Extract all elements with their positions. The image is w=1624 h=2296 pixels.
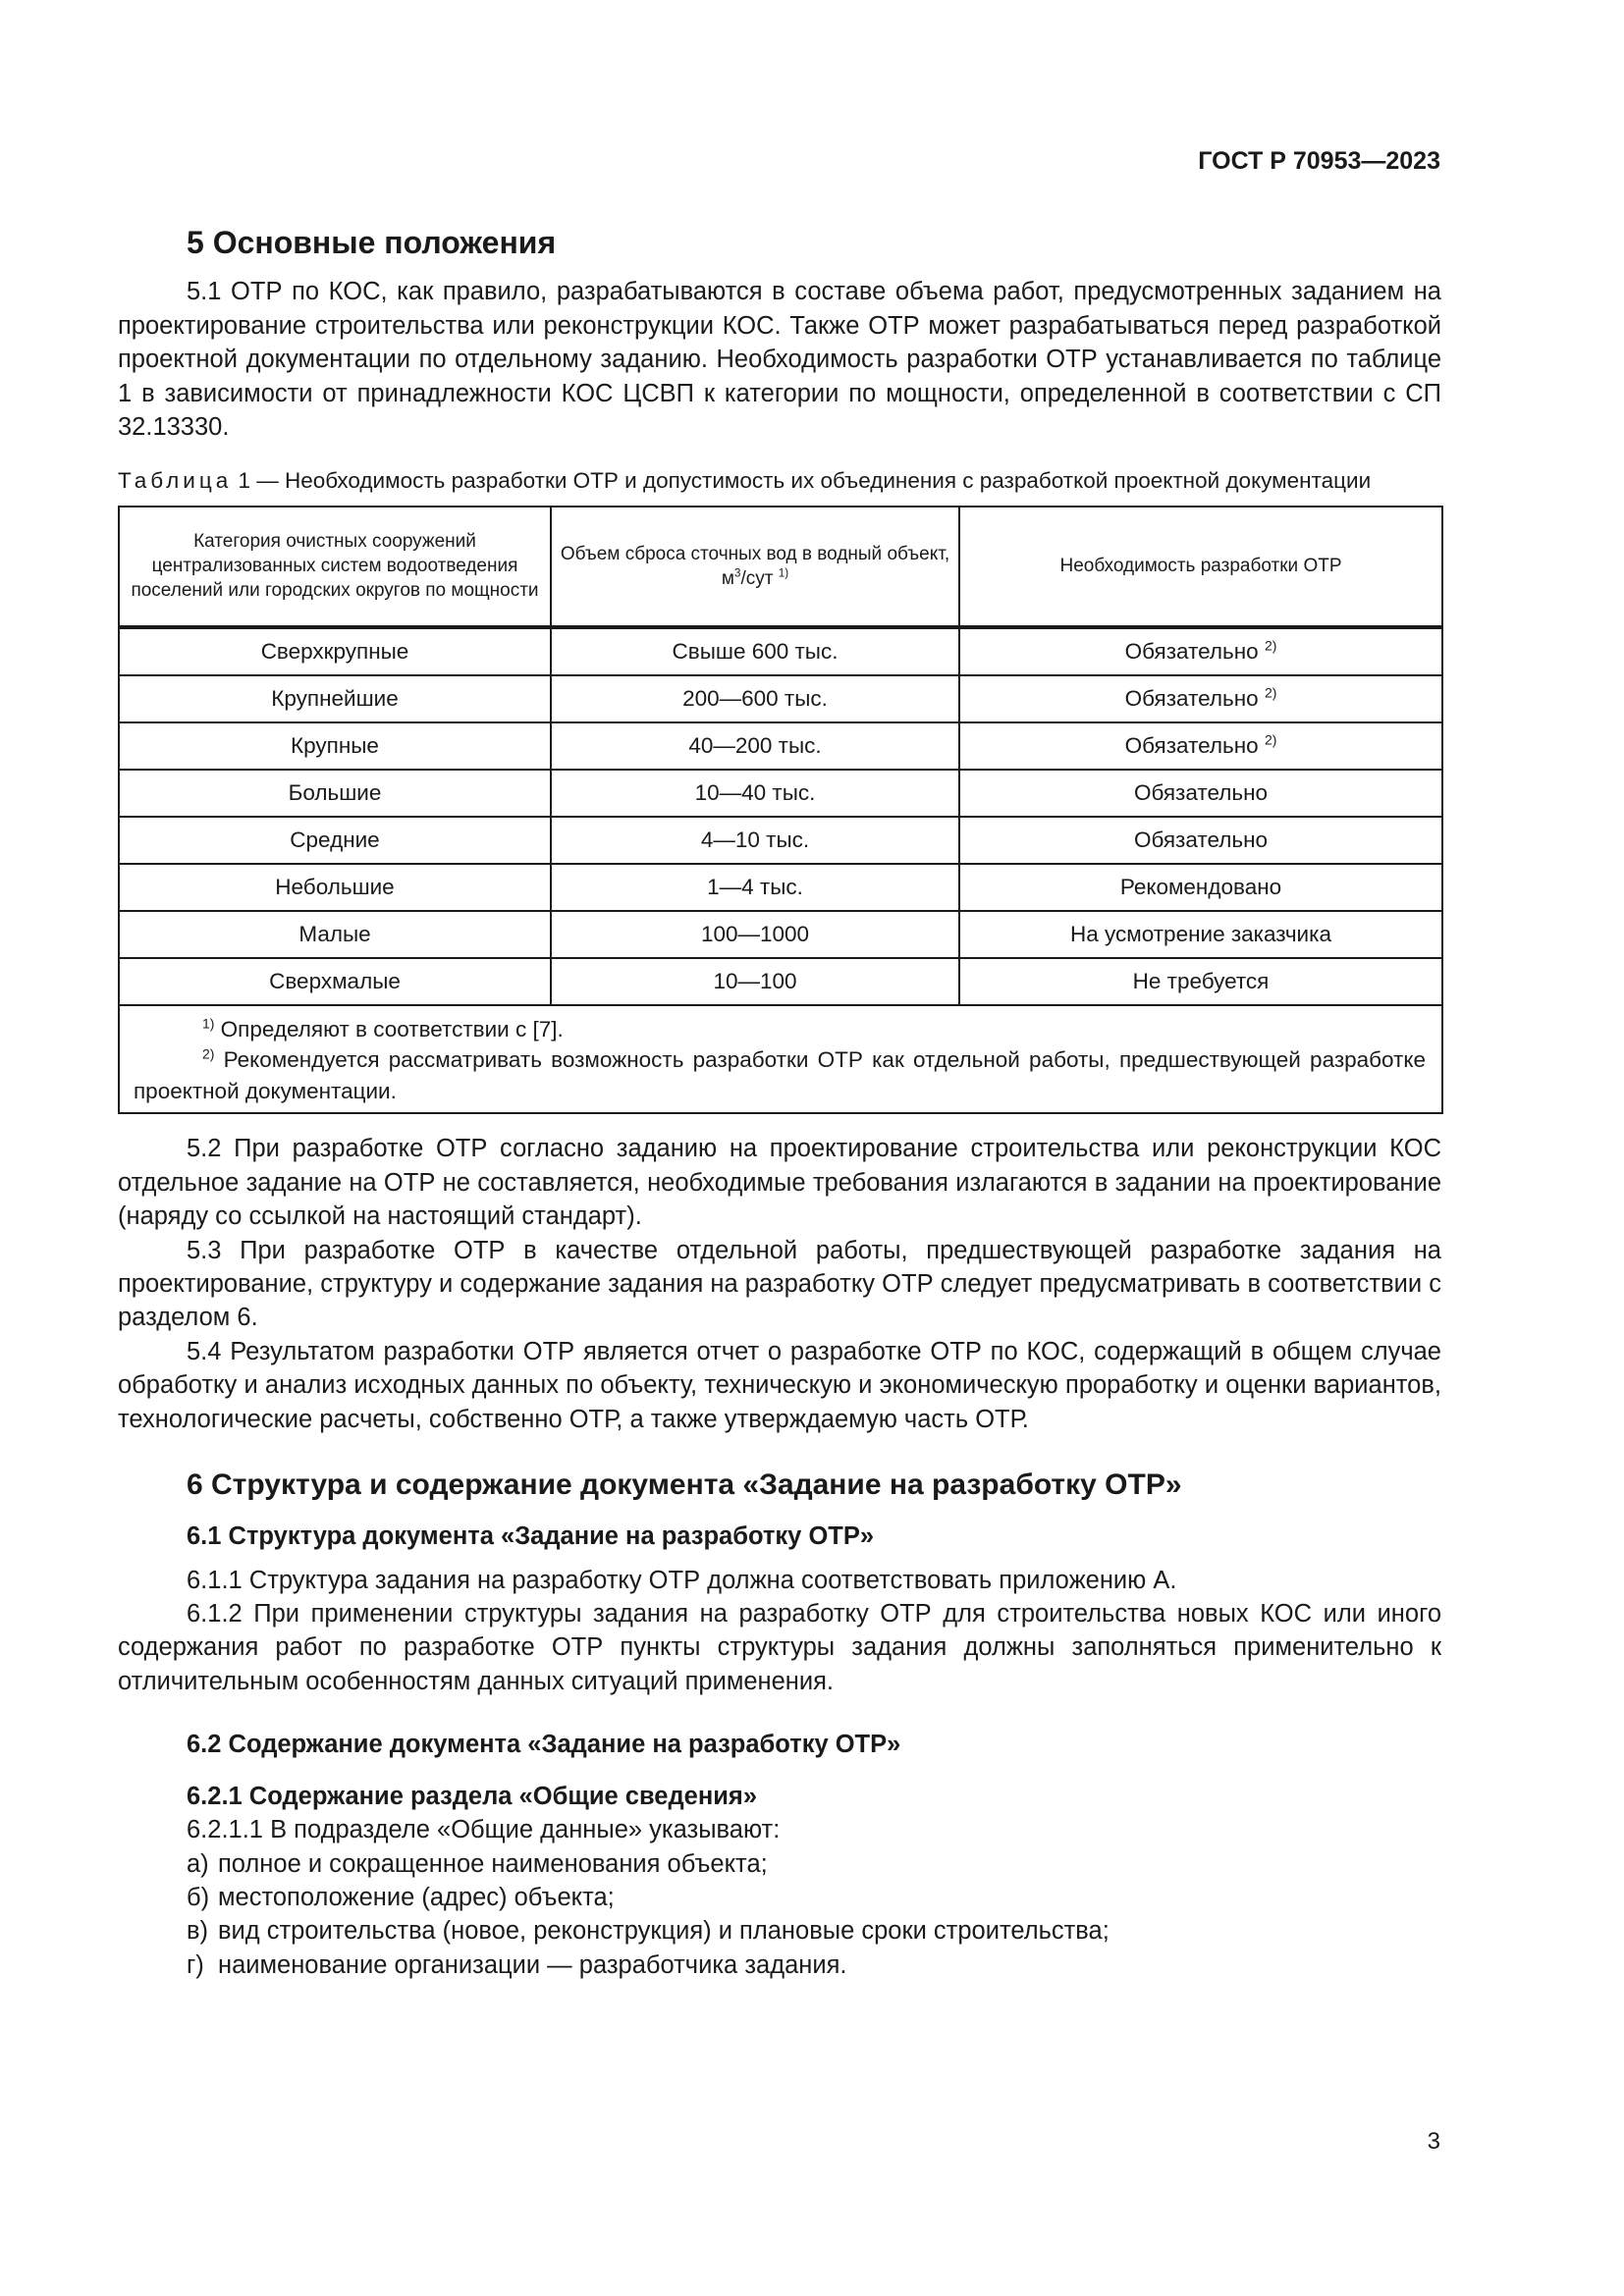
cell-need: Не требуется [959,958,1442,1005]
table-notes-row [119,1005,1442,1114]
cell-category: Средние [119,817,551,864]
paragraph-6-2-1-1: 6.2.1.1 В подразделе «Общие данные» указывают: [187,1816,781,1844]
table-caption-label: Таблица [118,467,233,493]
list-item: в) вид строительства (новое, реконструкция) и плановые сроки строительства; [187,1917,1110,1946]
cell-need: Рекомендовано [959,864,1442,911]
paragraph-6-1-2: 6.1.2 При применении структуры задания на разработку ОТР для строительства новых КОС или иного содержания работ по разработке ОТР пункты структуры задания должны заполняться применительно к отличительным особенностям данных ситуаций применения. [118,1600,1441,1695]
footnote-2: $^{2)}$ Рекомендуется рассматривать возможность разработки ОТР как отдельной работы, предшествующей разработке проектной документации. [134,1045,1426,1103]
cell-volume: 10—100 [551,958,959,1005]
table-caption [118,466,1441,496]
document-code: ГОСТ Р 70953—2023 [1198,147,1440,175]
cell-need: Обязательно $^{2)}$ [959,627,1442,675]
cell-category: Сверхкрупные [119,627,551,675]
cell-category: Крупнейшие [119,675,551,722]
paragraph-5-1: 5.1 ОТР по КОС, как правило, разрабатываются в составе объема работ, предусмотренных заданием на проектирование строительства или реконструкции КОС. Также ОТР может разрабатываться перед разработкой проектной документации по отдельному заданию. Необходимость разработки ОТР устанавливается по таблице 1 в зависимости от принадлежности КОС ЦСВП к категории по мощности, определенной в соответствии с СП 32.13330. [118,278,1441,442]
table-row [119,911,1442,958]
table-row [119,675,1442,722]
cell-category: Небольшие [119,864,551,911]
table-row [119,770,1442,817]
header-volume: Объем сброса сточных вод в водный объект, $м^3$/сут $^{1)}$ [551,507,959,627]
header-need: Необходимость разработки ОТР [959,507,1442,627]
paragraph-5-3: 5.3 При разработке ОТР в качестве отдельной работы, предшествующей разработке задания на проектирование, структуру и содержание задания на разработку ОТР следует предусматривать в соответствии с разделом 6. [118,1236,1441,1332]
table-caption-text: 1 — Необходимость разработки ОТР и допустимость их объединения с разработкой проектной документации [232,467,1372,493]
cell-need: Обязательно [959,817,1442,864]
list-item: а) полное и сокращенное наименования объекта; [187,1849,768,1878]
header-category: Категория очистных сооружений централизованных систем водоотведения поселений или городских округов по мощности [119,507,551,627]
footnote-1: $^{1)}$ Определяют в соответствии с [7]. [202,1015,564,1041]
section-5-title: 5 Основные положения [187,225,557,260]
section-6-title: 6 Структура и содержание документа «Задание на разработку ОТР» [187,1468,1182,1502]
cell-volume: 100—1000 [551,911,959,958]
list-item: б) местоположение (адрес) объекта; [187,1883,615,1911]
table-row [119,722,1442,770]
page-number: 3 [1427,2128,1440,2155]
cell-need: На усмотрение заказчика [959,911,1442,958]
paragraph-6-1-1: 6.1.1 Структура задания на разработку ОТР должна соответствовать приложению А. [187,1566,1177,1594]
list-item: г) наименование организации — разработчика задания. [187,1950,847,1979]
paragraph-5-2: 5.2 При разработке ОТР согласно заданию на проектирование строительства или реконструкции КОС отдельное задание на ОТР не составляется, необходимые требования излагаются в задании на проектирование (наряду со ссылкой на настоящий стандарт). [118,1135,1441,1231]
subsection-6-2-1-title: 6.2.1 Содержание раздела «Общие сведения» [187,1782,757,1810]
cell-volume: Свыше 600 тыс. [551,627,959,675]
cell-volume: 200—600 тыс. [551,675,959,722]
table-footnotes [119,1005,1442,1114]
cell-category: Крупные [119,722,551,770]
page-content [118,224,1441,1982]
cell-category: Сверхмалые [119,958,551,1005]
cell-volume: 4—10 тыс. [551,817,959,864]
cell-category: Большие [119,770,551,817]
cell-need: Обязательно [959,770,1442,817]
table-row [119,817,1442,864]
cell-volume: 40—200 тыс. [551,722,959,770]
table-row [119,864,1442,911]
subsection-6-1-title: 6.1 Структура документа «Задание на разработку ОТР» [187,1522,875,1551]
cell-category: Малые [119,911,551,958]
table-header-row [119,507,1442,627]
table-row [119,958,1442,1005]
paragraph-5-4: 5.4 Результатом разработки ОТР является отчет о разработке ОТР по КОС, содержащий в общем случае обработку и анализ исходных данных по объекту, техническую и экономическую проработку и оценки вариантов, технологические расчеты, собственно ОТР, а также утверждаемую часть ОТР. [118,1337,1441,1433]
cell-volume: 1—4 тыс. [551,864,959,911]
cell-need: Обязательно $^{2)}$ [959,675,1442,722]
table-row [119,627,1442,675]
cell-volume: 10—40 тыс. [551,770,959,817]
cell-need: Обязательно $^{2)}$ [959,722,1442,770]
subsection-6-2-title: 6.2 Содержание документа «Задание на разработку ОТР» [187,1731,901,1759]
table-1 [118,506,1443,1115]
